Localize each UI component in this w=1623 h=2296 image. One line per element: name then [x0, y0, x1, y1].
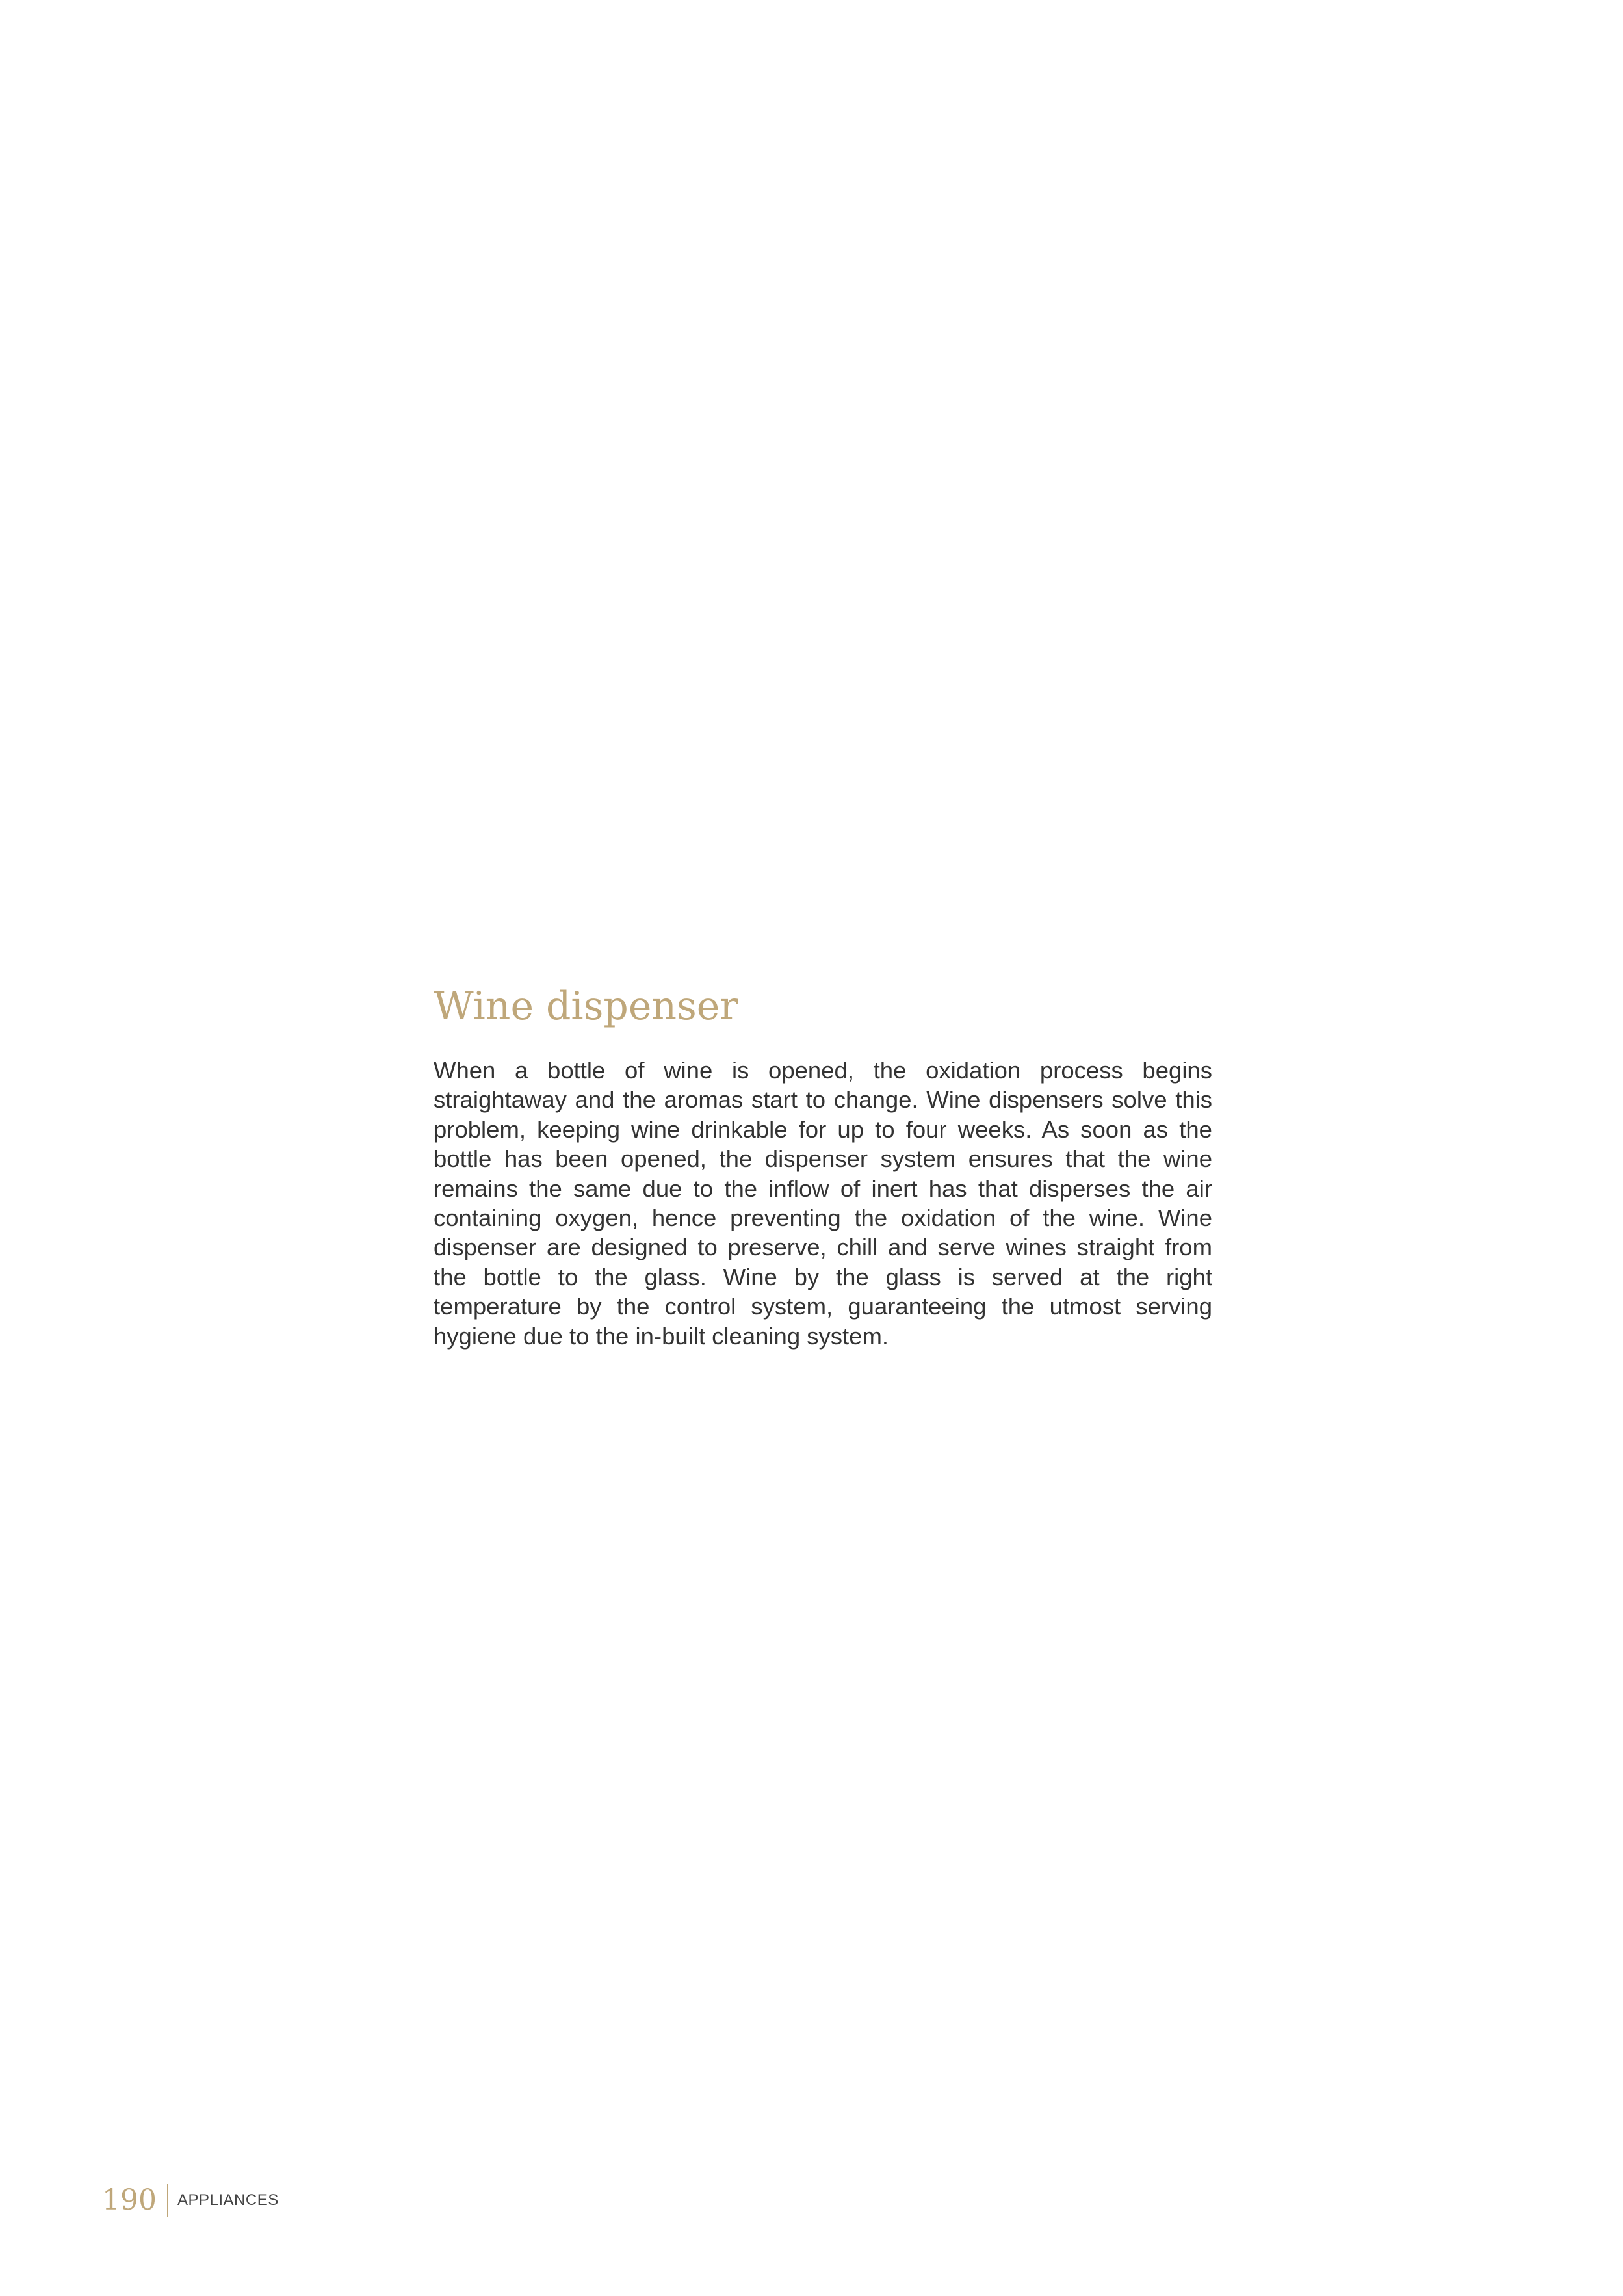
page-footer [102, 2181, 279, 2220]
section-name: APPLIANCES [177, 2191, 279, 2209]
article-title: Wine dispenser [434, 984, 738, 1029]
footer-divider [167, 2184, 168, 2217]
page-number: 190 [102, 2184, 157, 2217]
article [434, 983, 1212, 1351]
article-body: When a bottle of wine is opened, the oxidation process begins straightaway and the aromas start to change. Wine dispensers solve this problem, keeping wine drinkable for up to four weeks. As soon as the bottle has been opened, the dispenser system ensures that the wine remains the same due to the inflow of inert has that disperses the air containing oxygen, hence preventing the oxidation of the wine. Wine dispenser are designed to preserve, chill and serve wines straight from the bottle to the glass. Wine by the glass is served at the right temperature by the control system, guaranteeing the utmost serving hygiene due to the in-built cleaning system. [434, 1057, 1212, 1350]
